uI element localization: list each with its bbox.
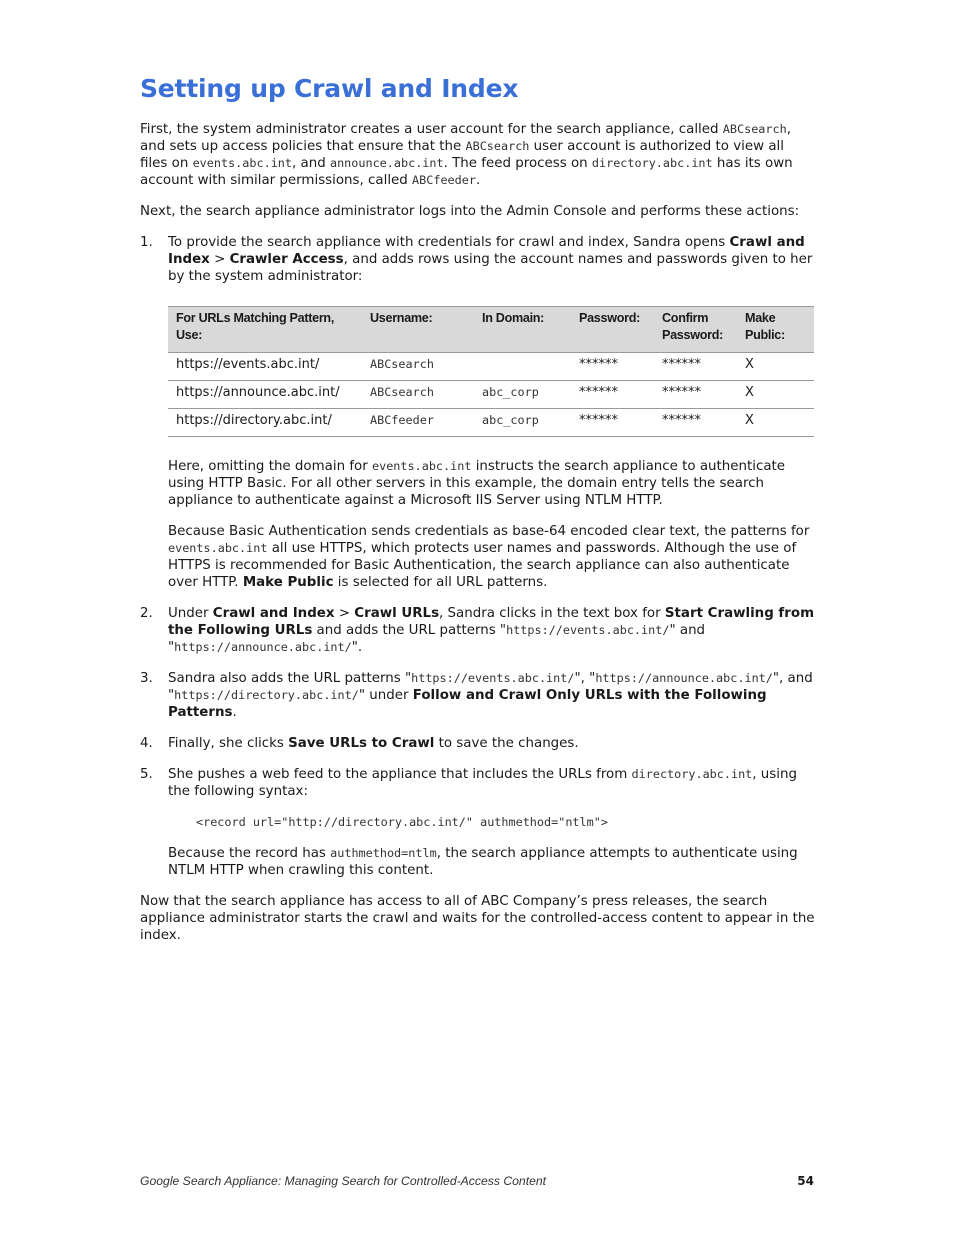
- text: , Sandra clicks in the text box for: [439, 606, 665, 621]
- code-term: ABCsearch: [722, 122, 787, 136]
- text: ", and ": [168, 671, 813, 703]
- ui-term: Crawl URLs: [354, 606, 440, 621]
- column-header: Username:: [362, 307, 474, 353]
- text: user account is authorized to view all files on: [140, 139, 784, 171]
- text: is selected for all URL patterns.: [333, 575, 548, 590]
- step-number: 1.: [140, 235, 153, 250]
- step-text: [168, 523, 815, 591]
- text: has its own account with similar permissions, called: [140, 156, 793, 188]
- code-term: https://events.abc.int/: [411, 671, 575, 685]
- code-term: directory.abc.int: [591, 156, 713, 170]
- table-cell: X: [737, 381, 814, 409]
- table-cell: ABCsearch: [362, 381, 474, 409]
- intro-paragraph: [140, 121, 815, 189]
- text: First, the system administrator creates a user account for the search appliance, called: [140, 122, 723, 137]
- code-term: https://announce.abc.int/: [174, 640, 352, 654]
- ui-term: Make Public: [242, 575, 334, 590]
- step-4: [140, 735, 815, 752]
- text: ", ": [574, 671, 596, 686]
- text: To provide the search appliance with credentials for crawl and index, Sandra opens: [168, 235, 730, 250]
- code-term: events.abc.int: [168, 541, 268, 555]
- column-header: Confirm Password:: [654, 307, 737, 353]
- text: Sandra also adds the URL patterns ": [168, 671, 412, 686]
- column-header: Make Public:: [737, 307, 814, 353]
- text: >: [209, 252, 230, 267]
- code-term: events.abc.int: [372, 459, 472, 473]
- step-number: 4.: [140, 736, 153, 751]
- table-cell: https://announce.abc.int/: [168, 381, 362, 409]
- table-row: [168, 353, 814, 381]
- text: Here, omitting the domain for: [168, 459, 372, 474]
- code-term: events.abc.int: [192, 156, 292, 170]
- ui-term: Crawl and Index: [212, 606, 335, 621]
- code-term: ABCfeeder: [412, 173, 476, 187]
- step-text: [168, 234, 815, 285]
- step-number: 3.: [140, 671, 153, 686]
- step-text: [168, 845, 815, 879]
- table-row: [168, 409, 814, 437]
- text: Because the record has: [168, 846, 331, 861]
- text: ".: [351, 640, 363, 655]
- page-footer: [140, 1174, 814, 1189]
- ui-term: Save URLs to Crawl: [288, 736, 435, 751]
- steps-list: [140, 234, 815, 879]
- text: , the search appliance attempts to authenticate using NTLM HTTP when crawling this content.: [168, 846, 798, 878]
- next-paragraph: Next, the search appliance administrator logs into the Admin Console and performs these actions:: [140, 204, 800, 219]
- step-1: [140, 234, 815, 591]
- text: and adds the URL patterns ": [312, 623, 507, 638]
- table-cell: ******: [654, 409, 737, 437]
- text: >: [334, 606, 355, 621]
- table-cell: ******: [571, 409, 654, 437]
- column-header: In Domain:: [474, 307, 571, 353]
- column-header: For URLs Matching Pattern, Use:: [168, 307, 362, 353]
- step-text: [168, 670, 815, 721]
- page-number: 54: [797, 1174, 814, 1188]
- ui-term: Follow and Crawl Only URLs with the Following Patterns: [168, 688, 767, 720]
- step-number: 5.: [140, 767, 153, 782]
- text: " under: [358, 688, 413, 703]
- document-body: [140, 121, 815, 958]
- column-header: Password:: [571, 307, 654, 353]
- text: Under: [168, 606, 213, 621]
- text: . The feed process on: [443, 156, 592, 171]
- code-term: ABCsearch: [465, 139, 530, 153]
- table-cell: https://directory.abc.int/: [168, 409, 362, 437]
- table-cell: https://events.abc.int/: [168, 353, 362, 381]
- footer-title: Google Search Appliance: Managing Search for Controlled-Access Content: [140, 1174, 547, 1188]
- text: , and sets up access policies that ensure that the: [140, 122, 791, 154]
- code-term: https://announce.abc.int/: [595, 671, 773, 685]
- code-term: announce.abc.int: [329, 156, 444, 170]
- step-text: [168, 735, 815, 752]
- text: " and ": [168, 623, 706, 655]
- code-term: https://directory.abc.int/: [174, 688, 359, 702]
- text: , and: [292, 156, 330, 171]
- ui-term: Crawl and Index: [168, 235, 805, 267]
- step-text: [168, 458, 815, 509]
- text: , using the following syntax:: [168, 767, 797, 799]
- text: , and adds rows using the account names and passwords given to her by the system administrator:: [168, 252, 813, 284]
- step-number: 2.: [140, 606, 153, 621]
- text: Because Basic Authentication sends credentials as base-64 encoded clear text, the patterns for: [168, 524, 810, 539]
- table-cell: abc_corp: [474, 409, 571, 437]
- code-term: directory.abc.int: [631, 767, 753, 781]
- code-sample: <record url="http://directory.abc.int/" authmethod="ntlm">: [196, 815, 608, 829]
- step-text: [168, 766, 815, 800]
- table-cell: ******: [654, 353, 737, 381]
- table-header-row: [168, 307, 814, 353]
- table-cell: ******: [571, 381, 654, 409]
- text: She pushes a web feed to the appliance that includes the URLs from: [168, 767, 632, 782]
- text: instructs the search appliance to authenticate using HTTP Basic. For all other servers in this example, the domain entry tells the search appliance to authenticate against a Microsoft IIS Server using NTLM HTTP.: [168, 459, 786, 508]
- table-cell: ******: [654, 381, 737, 409]
- code-term: https://events.abc.int/: [506, 623, 670, 637]
- ui-term: Start Crawling from the Following URLs: [168, 606, 815, 638]
- credentials-table: [168, 306, 814, 437]
- closing-paragraph: Now that the search appliance has access to all of ABC Company’s press releases, the search appliance administrator starts the crawl and waits for the controlled-access content to appear in the index.: [140, 894, 815, 943]
- ui-term: Crawler Access: [229, 252, 344, 267]
- step-5: [140, 766, 815, 879]
- text: all use HTTPS, which protects user names and passwords. Although the use of HTTPS is recommended for Basic Authentication, the search appliance can also authenticate over HTTP.: [168, 541, 797, 590]
- table-cell: X: [737, 353, 814, 381]
- step-3: [140, 670, 815, 721]
- text: Finally, she clicks: [168, 736, 289, 751]
- text: .: [475, 173, 481, 188]
- table-cell: ABCfeeder: [362, 409, 474, 437]
- text: .: [232, 705, 237, 720]
- text: to save the changes.: [434, 736, 579, 751]
- table-cell: ******: [571, 353, 654, 381]
- step-2: [140, 605, 815, 656]
- table-row: [168, 381, 814, 409]
- code-term: authmethod=ntlm: [330, 846, 437, 860]
- page-title: Setting up Crawl and Index: [140, 74, 519, 103]
- table-cell: ABCsearch: [362, 353, 474, 381]
- table-cell: abc_corp: [474, 381, 571, 409]
- table-cell: X: [737, 409, 814, 437]
- table-cell: [474, 353, 571, 381]
- step-text: [168, 605, 815, 656]
